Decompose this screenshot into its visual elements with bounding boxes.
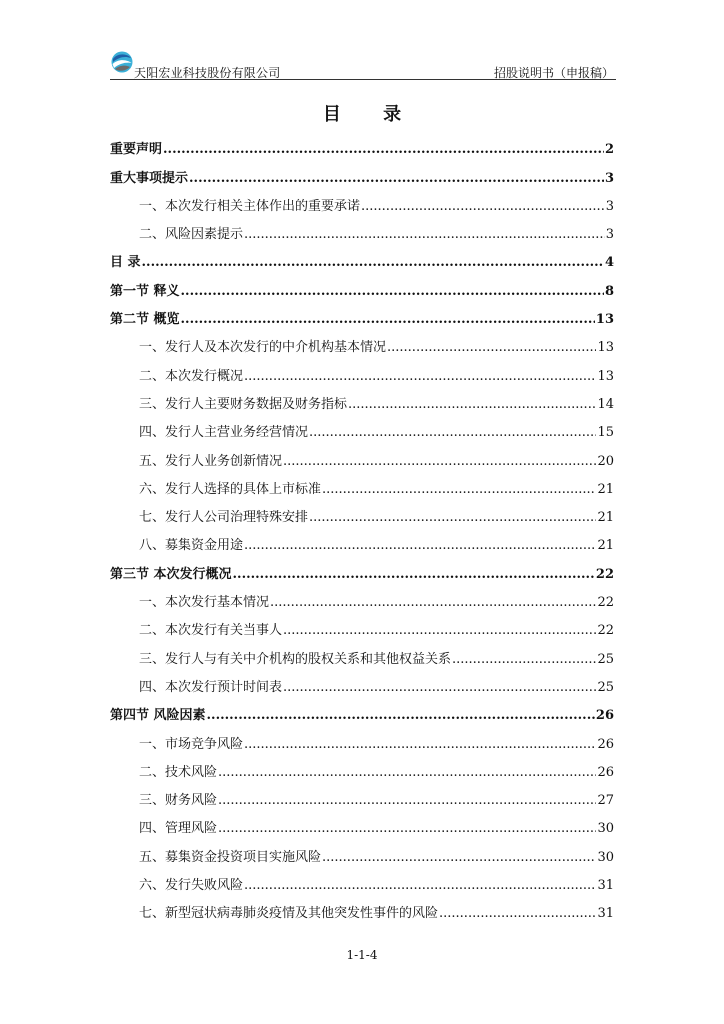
toc-section-entry[interactable] (110, 587, 614, 615)
page-number: 1-1-4 (346, 948, 378, 962)
toc-dot-leader (283, 680, 596, 696)
toc-dot-leader (452, 652, 596, 668)
toc-dot-leader (218, 793, 596, 809)
toc-section-entry[interactable] (110, 502, 614, 530)
toc-section-entry[interactable] (110, 332, 614, 360)
toc-entry-page: 31 (597, 906, 614, 922)
toc-entry-label: 二、本次发行有关当事人 (139, 623, 283, 639)
toc-entry-page: 26 (595, 708, 614, 724)
toc-dot-leader (309, 510, 596, 526)
toc-chapter-entry[interactable] (110, 162, 614, 190)
toc-dot-leader (163, 142, 604, 158)
toc-entry-label: 四、发行人主营业务经营情况 (139, 425, 309, 441)
toc-section-entry[interactable] (110, 898, 614, 926)
toc-dot-leader (207, 708, 595, 724)
toc-section-entry[interactable] (110, 474, 614, 502)
toc-dot-leader (233, 567, 595, 583)
toc-entry-page: 22 (597, 623, 614, 639)
toc-section-entry[interactable] (110, 615, 614, 643)
toc-dot-leader (387, 340, 596, 356)
toc-entry-label: 二、风险因素提示 (139, 227, 244, 243)
page-title: 目 录 (322, 104, 420, 125)
toc-entry-page: 26 (597, 736, 614, 752)
toc-entry-page: 13 (597, 340, 614, 356)
toc-entry-label: 目 录 (110, 255, 141, 271)
toc-dot-leader (244, 878, 596, 894)
toc-entry-page: 20 (597, 453, 614, 469)
toc-section-entry[interactable] (110, 417, 614, 445)
toc-dot-leader (181, 312, 595, 328)
toc-entry-page: 21 (597, 538, 614, 554)
toc-entry-label: 三、财务风险 (139, 793, 218, 809)
toc-entry-label: 二、本次发行概况 (139, 368, 244, 384)
toc-section-entry[interactable] (110, 389, 614, 417)
toc-chapter-entry[interactable] (110, 304, 614, 332)
toc-chapter-entry[interactable] (110, 134, 614, 162)
toc-section-entry[interactable] (110, 643, 614, 671)
toc-dot-leader (189, 171, 604, 187)
table-of-contents (110, 134, 614, 926)
toc-dot-leader (283, 623, 596, 639)
toc-entry-page: 26 (597, 764, 614, 780)
toc-entry-page: 15 (597, 425, 614, 441)
toc-chapter-entry[interactable] (110, 558, 614, 586)
toc-entry-page: 8 (604, 283, 614, 299)
toc-dot-leader (244, 737, 596, 753)
toc-section-entry[interactable] (110, 841, 614, 869)
toc-dot-leader (361, 199, 605, 215)
swirl-globe-icon (110, 50, 134, 74)
toc-entry-label: 二、技术风险 (139, 764, 218, 780)
toc-dot-leader (218, 765, 596, 781)
toc-entry-page: 14 (597, 396, 614, 412)
toc-entry-label: 一、市场竞争风险 (139, 736, 244, 752)
page-header (110, 50, 616, 80)
toc-entry-label: 七、新型冠状病毒肺炎疫情及其他突发性事件的风险 (139, 906, 439, 922)
toc-entry-label: 第四节 风险因素 (110, 708, 206, 724)
toc-entry-label: 六、发行失败风险 (139, 878, 244, 894)
toc-section-entry[interactable] (110, 191, 614, 219)
toc-entry-page: 21 (597, 510, 614, 526)
toc-entry-label: 第三节 本次发行概况 (110, 566, 232, 582)
toc-dot-leader (322, 482, 596, 498)
toc-entry-label: 重要声明 (110, 142, 163, 158)
toc-dot-leader (283, 454, 596, 470)
toc-dot-leader (439, 906, 596, 922)
header-divider (110, 79, 616, 80)
toc-section-entry[interactable] (110, 530, 614, 558)
company-name: 天阳宏业科技股份有限公司 (134, 66, 281, 80)
toc-entry-label: 八、募集资金用途 (139, 538, 244, 554)
toc-dot-leader (244, 369, 596, 385)
toc-dot-leader (181, 284, 604, 300)
toc-entry-page: 30 (597, 821, 614, 837)
toc-chapter-entry[interactable] (110, 275, 614, 303)
toc-entry-label: 五、募集资金投资项目实施风险 (139, 849, 322, 865)
toc-entry-page: 31 (597, 878, 614, 894)
toc-chapter-entry[interactable] (110, 700, 614, 728)
toc-dot-leader (142, 255, 604, 271)
toc-dot-leader (244, 538, 596, 554)
document-type: 招股说明书（申报稿） (493, 66, 614, 80)
toc-entry-page: 3 (605, 227, 614, 243)
toc-dot-leader (270, 595, 596, 611)
toc-entry-page: 4 (604, 255, 614, 271)
toc-dot-leader (309, 425, 596, 441)
toc-entry-page: 21 (597, 481, 614, 497)
toc-entry-label: 四、本次发行预计时间表 (139, 679, 283, 695)
toc-entry-label: 一、本次发行相关主体作出的重要承诺 (139, 198, 361, 214)
toc-entry-label: 三、发行人与有关中介机构的股权关系和其他权益关系 (139, 651, 452, 667)
toc-section-entry[interactable] (110, 757, 614, 785)
toc-entry-page: 27 (597, 793, 614, 809)
toc-section-entry[interactable] (110, 728, 614, 756)
toc-entry-label: 七、发行人公司治理特殊安排 (139, 510, 309, 526)
toc-entry-label: 一、发行人及本次发行的中介机构基本情况 (139, 340, 387, 356)
toc-entry-page: 30 (597, 849, 614, 865)
toc-section-entry[interactable] (110, 785, 614, 813)
toc-entry-page: 2 (604, 142, 614, 158)
toc-entry-page: 22 (597, 595, 614, 611)
toc-section-entry[interactable] (110, 445, 614, 473)
toc-entry-label: 第二节 概览 (110, 312, 180, 328)
toc-entry-label: 第一节 释义 (110, 283, 180, 299)
toc-entry-page: 25 (597, 679, 614, 695)
toc-dot-leader (348, 397, 596, 413)
toc-entry-label: 五、发行人业务创新情况 (139, 453, 283, 469)
toc-dot-leader (322, 850, 596, 866)
toc-dot-leader (244, 227, 605, 243)
toc-entry-page: 22 (595, 566, 614, 582)
toc-entry-page: 13 (595, 312, 614, 328)
toc-section-entry[interactable] (110, 219, 614, 247)
toc-entry-label: 一、本次发行基本情况 (139, 595, 270, 611)
toc-section-entry[interactable] (110, 360, 614, 388)
toc-entry-label: 六、发行人选择的具体上市标准 (139, 481, 322, 497)
toc-entry-label: 重大事项提示 (110, 170, 189, 186)
toc-chapter-entry[interactable] (110, 247, 614, 275)
toc-section-entry[interactable] (110, 813, 614, 841)
toc-entry-page: 3 (605, 198, 614, 214)
toc-section-entry[interactable] (110, 672, 614, 700)
toc-entry-page: 13 (597, 368, 614, 384)
toc-entry-label: 四、管理风险 (139, 821, 218, 837)
toc-section-entry[interactable] (110, 870, 614, 898)
toc-entry-label: 三、发行人主要财务数据及财务指标 (139, 396, 348, 412)
toc-entry-page: 25 (597, 651, 614, 667)
toc-entry-page: 3 (604, 170, 614, 186)
toc-dot-leader (218, 821, 596, 837)
